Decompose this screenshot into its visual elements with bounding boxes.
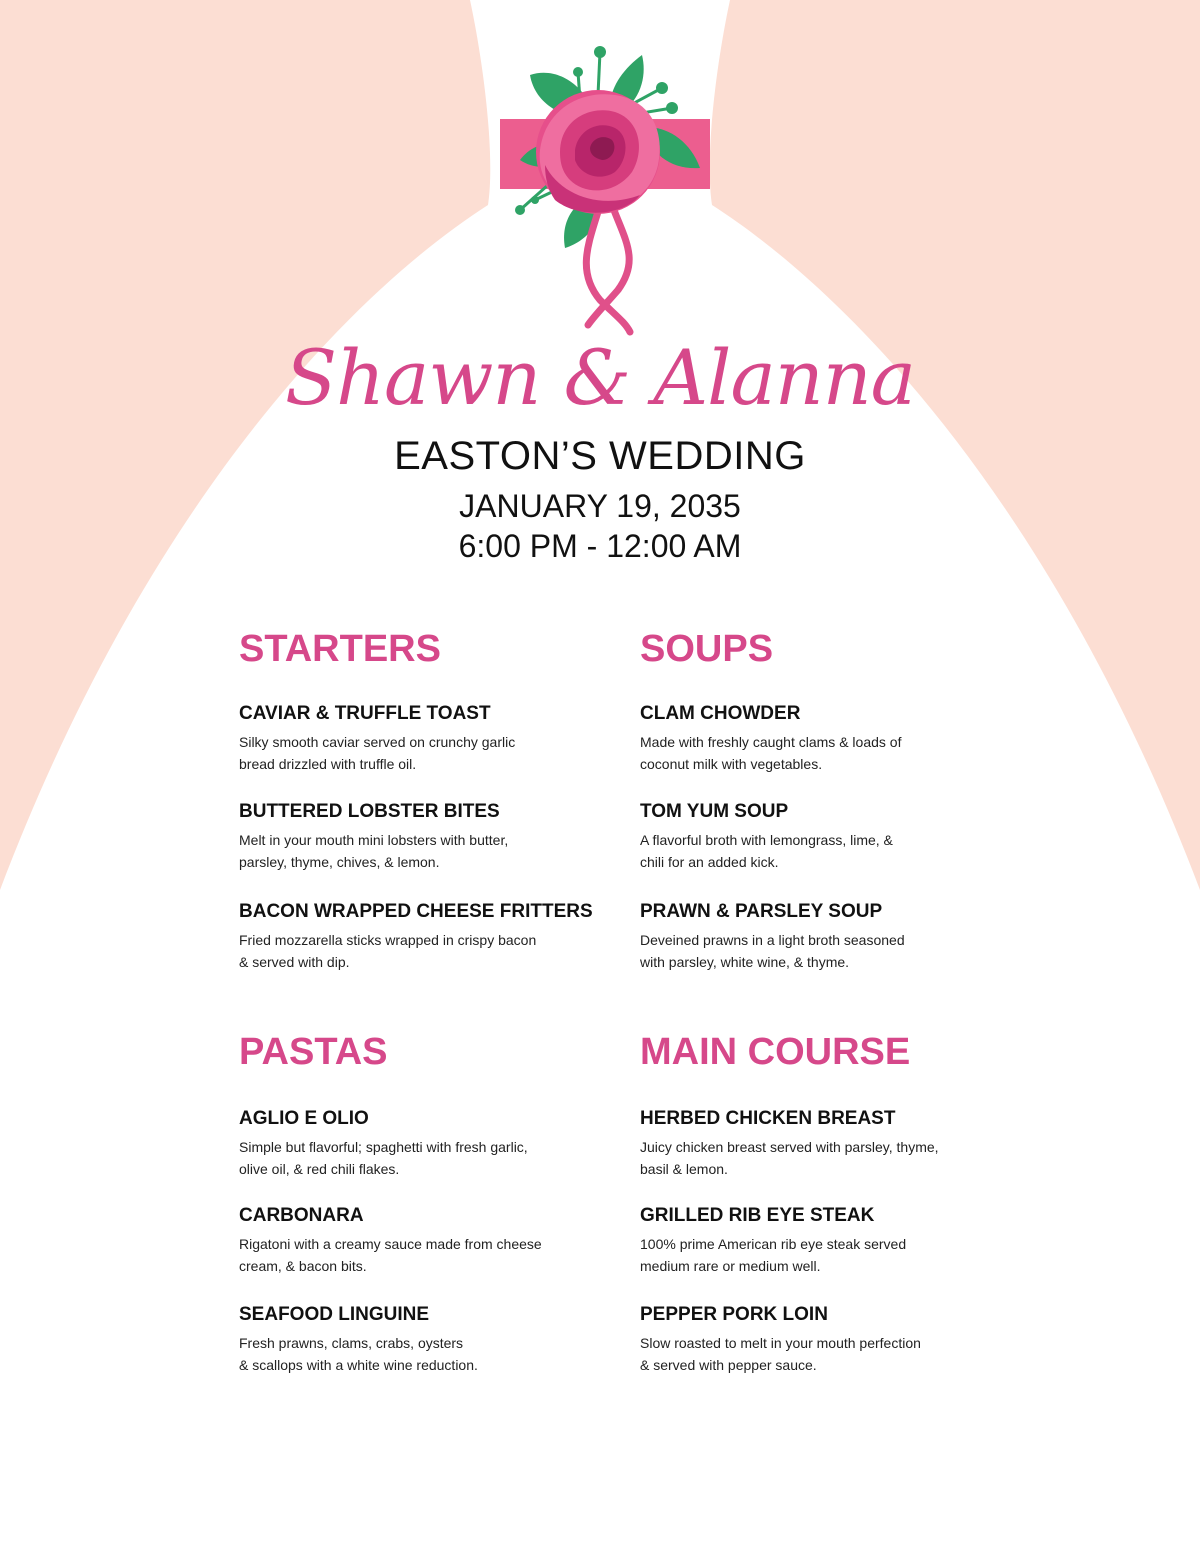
menu-item-desc: Made with freshly caught clams & loads of coconut milk with vegetables. [640,734,902,772]
menu-item-name: AGLIO E OLIO [239,1108,369,1129]
menu-item [640,1107,1000,1180]
menu-item [640,900,1000,973]
menu-item-desc: Melt in your mouth mini lobsters with butter, parsley, thyme, chives, & lemon. [239,832,509,870]
menu-item [239,1303,599,1376]
menu-item [640,702,1000,775]
menu-item [640,1303,1000,1376]
menu-item-desc: Fried mozzarella sticks wrapped in crispy bacon & served with dip. [239,932,537,970]
event-time: 6:00 PM - 12:00 AM [458,528,742,564]
event-title: EASTON’S WEDDING [394,434,806,478]
section-main-course [640,1029,1000,1379]
menu-item-name: SEAFOOD LINGUINE [239,1304,430,1325]
rose-bouquet-icon [480,30,730,350]
menu-item-name: TOM YUM SOUP [640,801,789,822]
menu-item [239,800,599,873]
menu-item-name: HERBED CHICKEN BREAST [640,1108,896,1129]
menu-item-name: PRAWN & PARSLEY SOUP [640,901,883,922]
section-title: MAIN COURSE [640,1031,911,1073]
couple-names: Shawn & Alanna [285,333,915,422]
menu-item-desc: Silky smooth caviar served on crunchy garlic bread drizzled with truffle oil. [239,734,516,772]
section-title: PASTAS [239,1031,388,1073]
menu-item [640,1204,1000,1277]
menu-item [640,800,1000,873]
menu-item-name: PEPPER PORK LOIN [640,1304,828,1325]
menu-item-desc: Simple but flavorful; spaghetti with fresh garlic, olive oil, & red chili flakes. [239,1139,528,1177]
menu-item-name: BUTTERED LOBSTER BITES [239,801,500,822]
menu-item-desc: Rigatoni with a creamy sauce made from cheese cream, & bacon bits. [239,1236,542,1274]
menu-item [239,1107,599,1180]
menu-item-desc: A flavorful broth with lemongrass, lime, & chili for an added kick. [640,832,893,870]
menu-item-desc: Juicy chicken breast served with parsley, thyme, basil & lemon. [640,1139,939,1177]
menu-item [239,900,599,973]
menu-item-desc: 100% prime American rib eye steak served medium rare or medium well. [640,1236,907,1274]
menu-item-name: CLAM CHOWDER [640,703,801,724]
menu-item [239,702,599,775]
menu-item-desc: Deveined prawns in a light broth seasoned with parsley, white wine, & thyme. [640,932,905,970]
menu-item-desc: Slow roasted to melt in your mouth perfection & served with pepper sauce. [640,1335,921,1373]
section-pastas [239,1029,599,1379]
menu-item [239,1204,599,1277]
menu-item-name: CAVIAR & TRUFFLE TOAST [239,703,491,724]
menu-item-desc: Fresh prawns, clams, crabs, oysters & scallops with a white wine reduction. [239,1335,478,1373]
menu-item-name: GRILLED RIB EYE STEAK [640,1205,875,1226]
menu-item-name: BACON WRAPPED CHEESE FRITTERS [239,901,593,922]
section-title: STARTERS [239,628,441,670]
event-date: JANUARY 19, 2035 [459,488,741,524]
section-soups [640,626,1000,976]
menu-item-name: CARBONARA [239,1205,364,1226]
section-title: SOUPS [640,628,774,670]
section-starters [239,626,599,976]
